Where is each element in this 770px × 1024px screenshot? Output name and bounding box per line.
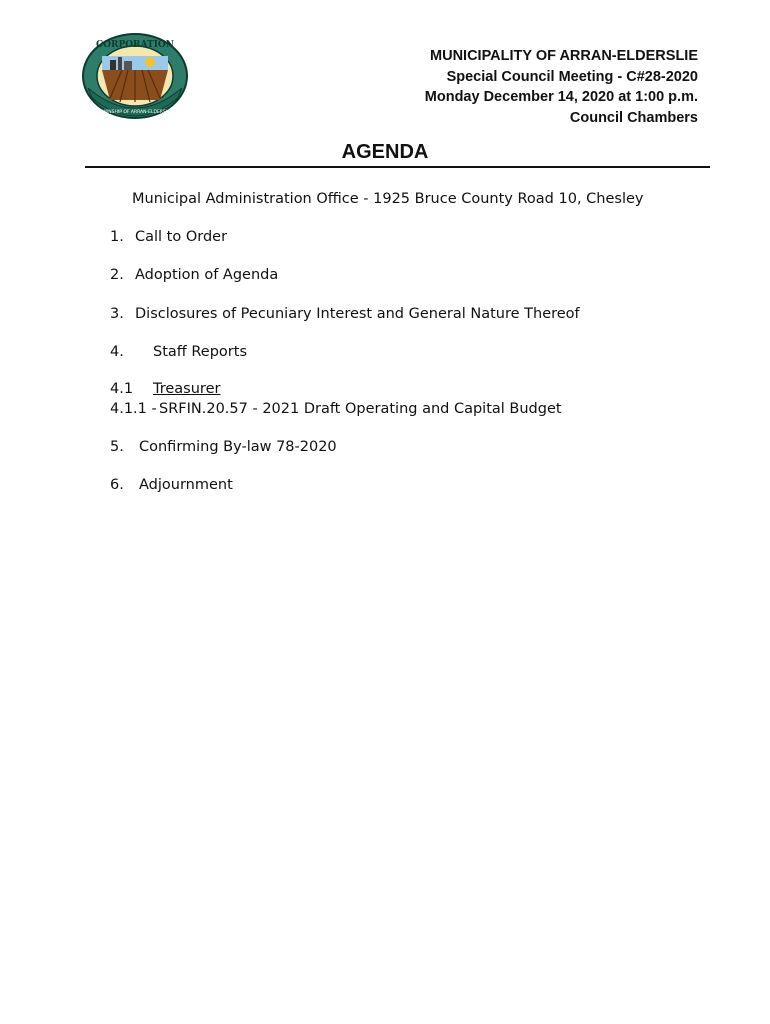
agenda-item-text: Staff Reports	[153, 344, 247, 360]
agenda-item-text: Adoption of Agenda	[135, 267, 279, 283]
agenda-item-number: 1.	[110, 229, 124, 245]
agenda-item-number: 6.	[110, 477, 124, 493]
agenda-item-text: Call to Order	[135, 229, 228, 245]
seal-top-text: CORPORATION	[95, 40, 175, 50]
agenda-item-number: 2.	[110, 267, 124, 283]
meeting-address: Municipal Administration Office - 1925 Bruce County Road 10, Chesley	[132, 191, 644, 207]
municipal-seal-logo	[80, 30, 190, 120]
agenda-item-number: 4.	[110, 344, 124, 360]
municipality-name: MUNICIPALITY OF ARRAN-ELDERSLIE	[430, 48, 698, 64]
agenda-item-text: Confirming By-law 78-2020	[139, 439, 337, 455]
seal-bottom-text: TOWNSHIP OF ARRAN-ELDERSLIE	[97, 110, 173, 115]
agenda-title: AGENDA	[341, 141, 429, 163]
agenda-item-number: 5.	[110, 439, 124, 455]
meeting-name: Special Council Meeting - C#28-2020	[446, 68, 698, 85]
agenda-item-text: SRFIN.20.57 - 2021 Draft Operating and Capital Budget	[159, 401, 562, 417]
meeting-header	[425, 46, 698, 128]
agenda-item-text: Adjournment	[139, 477, 233, 493]
title-divider	[85, 166, 710, 168]
meeting-datetime: Monday December 14, 2020 at 1:00 p.m.	[424, 89, 698, 105]
agenda-item-number: 4.1	[110, 381, 134, 397]
agenda-item-text: Treasurer	[153, 381, 221, 397]
agenda-item-number: 3.	[110, 306, 124, 322]
agenda-item-text: Disclosures of Pecuniary Interest and General Nature Thereof	[135, 306, 580, 322]
agenda-item-number: 4.1.1 -	[110, 401, 157, 417]
meeting-location: Council Chambers	[569, 109, 698, 126]
